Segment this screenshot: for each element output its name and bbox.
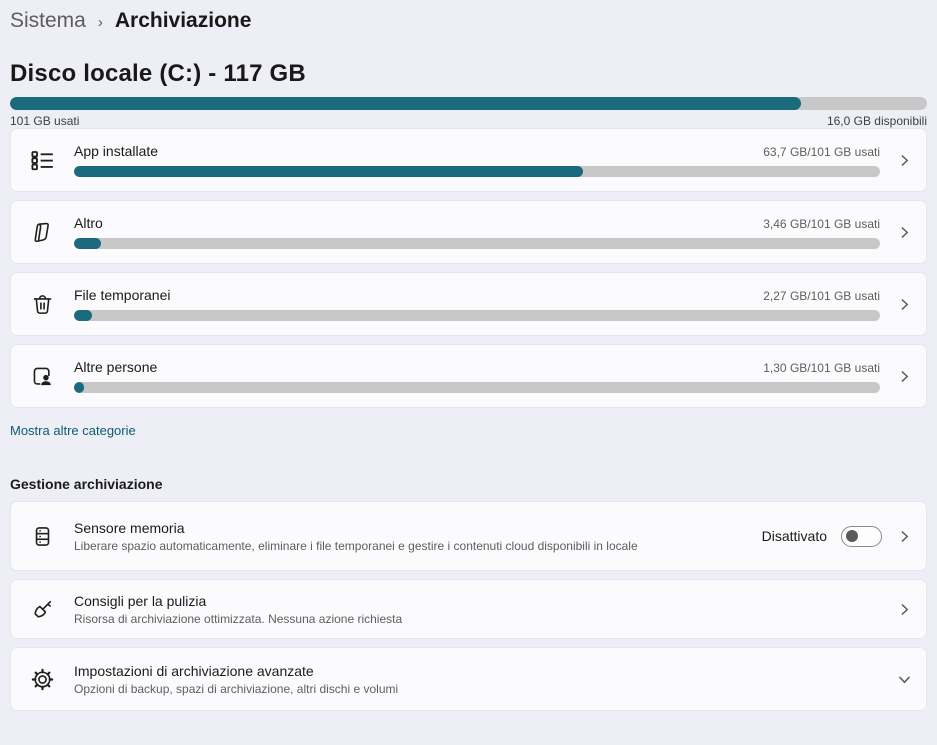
cleanup-recommendations-row[interactable] <box>10 579 927 639</box>
storage-sense-toggle-state: Disattivato <box>761 528 827 544</box>
disk-title: Disco locale (C:) - 117 GB <box>10 60 306 87</box>
category-usage-bar <box>74 166 880 177</box>
category-label: App installate <box>74 143 159 159</box>
category-usage: 63,7 GB/101 GB usati <box>763 145 880 159</box>
breadcrumb-system[interactable]: Sistema <box>10 9 86 32</box>
category-row-apps[interactable] <box>10 128 927 192</box>
page-title: Archiviazione <box>114 9 252 32</box>
breadcrumb <box>10 0 927 33</box>
breadcrumb-chevron-icon: › <box>97 13 103 31</box>
disk-usage-bar-fill <box>10 97 801 110</box>
storage-sense-subtitle: Liberare spazio automaticamente, eliminare i file temporanei e gestire i contenuti cloud disponibili in locale <box>74 538 638 553</box>
category-usage-bar-fill <box>74 166 583 177</box>
chevron-right-icon <box>882 530 926 543</box>
chevron-right-icon <box>882 298 926 311</box>
database-icon <box>31 525 54 548</box>
category-row-temp-files[interactable] <box>10 272 927 336</box>
category-label: File temporanei <box>74 287 171 303</box>
advanced-storage-settings-row[interactable] <box>10 647 927 711</box>
disk-usage-bar <box>10 97 927 110</box>
category-usage-bar-fill <box>74 310 92 321</box>
advanced-storage-title: Impostazioni di archiviazione avanzate <box>74 662 314 679</box>
disk-usage-labels <box>10 114 927 128</box>
category-usage-bar <box>74 382 880 393</box>
category-usage-bar <box>74 310 880 321</box>
disk-free-label: 16,0 GB disponibili <box>826 114 927 128</box>
chevron-right-icon <box>882 226 926 239</box>
storage-sense-title: Sensore memoria <box>74 519 185 536</box>
category-usage-bar-fill <box>74 238 101 249</box>
show-more-categories-link[interactable]: Mostra altre categorie <box>10 423 136 438</box>
category-usage: 1,30 GB/101 GB usati <box>763 361 880 375</box>
category-usage-bar-fill <box>74 382 84 393</box>
category-label: Altre persone <box>74 359 158 375</box>
advanced-storage-subtitle: Opzioni di backup, spazi di archiviazione, altri dischi e volumi <box>74 681 399 696</box>
category-row-other-people[interactable] <box>10 344 927 408</box>
toggle-knob <box>846 530 858 542</box>
people-card-icon <box>31 365 54 388</box>
broom-icon <box>31 598 54 621</box>
category-label: Altro <box>74 215 103 231</box>
disk-used-label: 101 GB usati <box>10 114 80 128</box>
chevron-right-icon <box>882 603 926 616</box>
storage-sense-row[interactable] <box>10 501 927 571</box>
category-row-other[interactable] <box>10 200 927 264</box>
gear-icon <box>31 668 54 691</box>
category-usage: 2,27 GB/101 GB usati <box>763 289 880 303</box>
category-usage-bar <box>74 238 880 249</box>
cleanup-subtitle: Risorsa di archiviazione ottimizzata. Nessuna azione richiesta <box>74 611 403 626</box>
chevron-down-icon <box>882 673 926 686</box>
apps-list-icon <box>31 149 54 172</box>
storage-sense-toggle[interactable] <box>841 526 882 547</box>
chevron-right-icon <box>882 370 926 383</box>
storage-management-heading: Gestione archiviazione <box>10 476 163 492</box>
cleanup-title: Consigli per la pulizia <box>74 592 207 609</box>
trash-icon <box>31 293 54 316</box>
chevron-right-icon <box>882 154 926 167</box>
box-icon <box>31 221 54 244</box>
category-usage: 3,46 GB/101 GB usati <box>763 217 880 231</box>
